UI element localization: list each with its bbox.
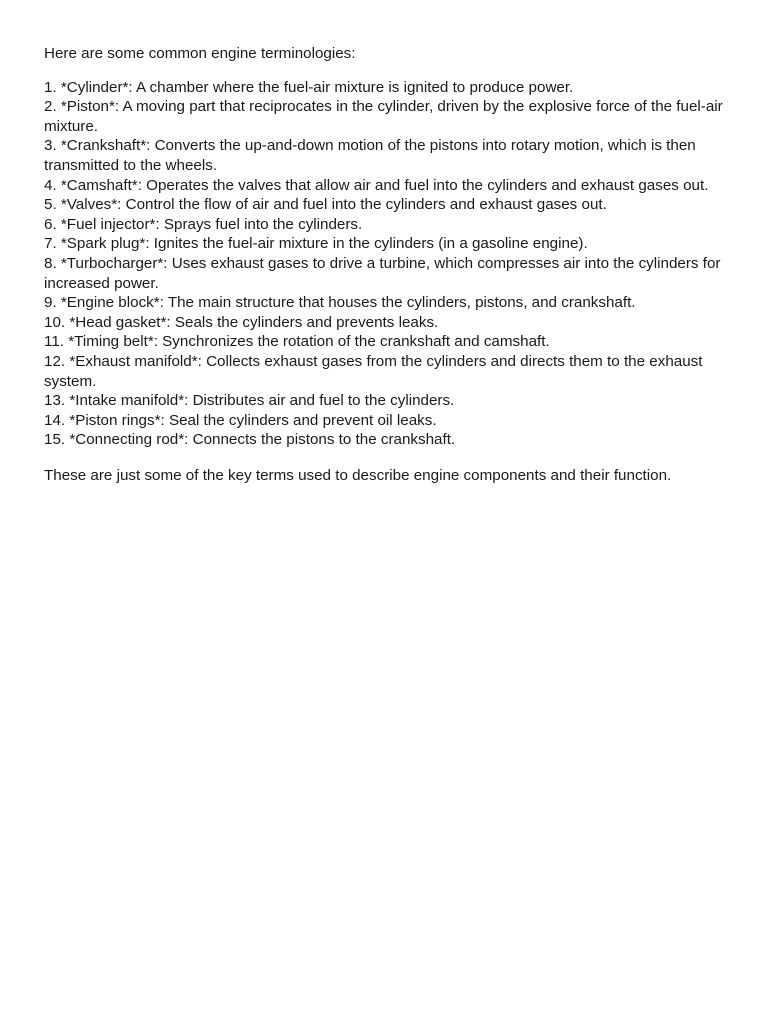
term-item-piston-rings: 14. *Piston rings*: Seal the cylinders and prevent oil leaks. (44, 411, 437, 429)
closing-text: These are just some of the key terms used to describe engine components and their function. (44, 466, 672, 484)
term-item-connecting-rod: 15. *Connecting rod*: Connects the pistons to the crankshaft. (44, 431, 456, 449)
term-item-intake-manifold: 13. *Intake manifold*: Distributes air and fuel to the cylinders. (44, 392, 455, 410)
term-item-spark-plug: 7. *Spark plug*: Ignites the fuel-air mixture in the cylinders (in a gasoline engine). (44, 235, 588, 253)
term-item-camshaft: 4. *Camshaft*: Operates the valves that allow air and fuel into the cylinders and exhaust gases out. (44, 176, 709, 194)
term-item-exhaust-manifold: 12. *Exhaust manifold*: Collects exhaust gases from the cylinders and directs them to the exhaust system. (44, 352, 703, 390)
term-item-head-gasket: 10. *Head gasket*: Seals the cylinders and prevents leaks. (44, 313, 439, 331)
term-item-piston: 2. *Piston*: A moving part that reciprocates in the cylinder, driven by the explosive force of the fuel-air mixture. (44, 98, 723, 135)
term-item-timing-belt: 11. *Timing belt*: Synchronizes the rotation of the crankshaft and camshaft. (44, 333, 550, 351)
term-item-fuel-injector: 6. *Fuel injector*: Sprays fuel into the cylinders. (44, 215, 363, 233)
intro-text: Here are some common engine terminologies: (44, 45, 356, 62)
term-item-cylinder: 1. *Cylinder*: A chamber where the fuel-air mixture is ignited to produce power. (44, 78, 574, 96)
term-item-valves: 5. *Valves*: Control the flow of air and fuel into the cylinders and exhaust gases out. (44, 196, 607, 214)
document-page (44, 44, 734, 485)
term-list (44, 78, 734, 450)
term-item-crankshaft: 3. *Crankshaft*: Converts the up-and-down motion of the pistons into rotary motion, which is then transmitted to the wheels. (44, 137, 696, 174)
term-item-turbocharger: 8. *Turbocharger*: Uses exhaust gases to drive a turbine, which compresses air into the cylinders for increased power. (44, 254, 721, 292)
term-item-engine-block: 9. *Engine block*: The main structure that houses the cylinders, pistons, and crankshaft. (44, 294, 636, 312)
